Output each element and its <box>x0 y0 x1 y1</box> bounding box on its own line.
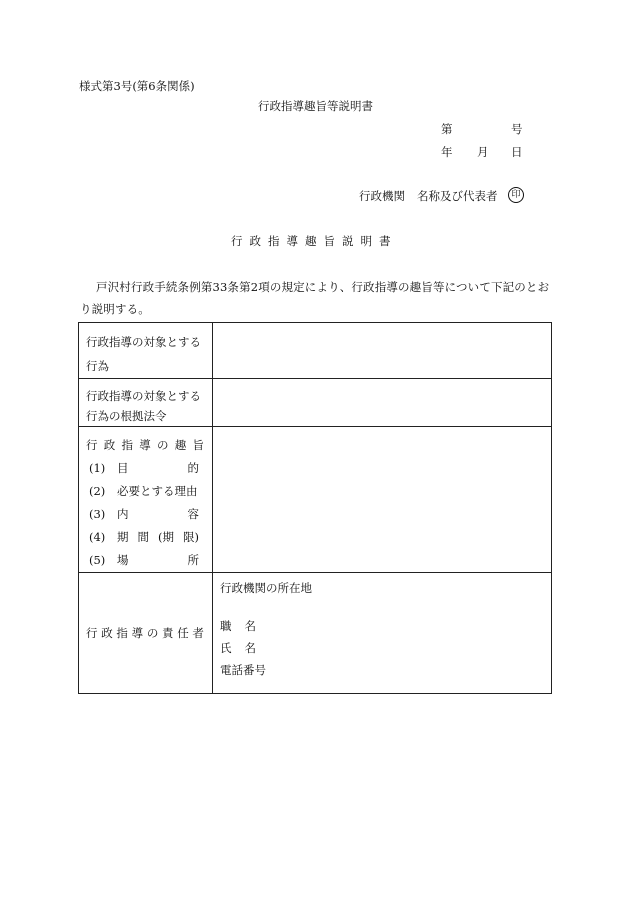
agency-location-label: 行政機関の所在地 <box>220 581 312 595</box>
responsible-label-char: 者 <box>192 626 204 640</box>
seal-mark: 印 <box>508 187 524 203</box>
purpose-item-char: 期 <box>117 530 129 544</box>
name-label-char: 名 <box>244 641 256 655</box>
responsible-label-char: 導 <box>131 626 144 640</box>
position-label-char: 名 <box>244 619 256 633</box>
body-paragraph: 戸沢村行政手続条例第33条第2項の規定により、行政指導の趣旨等について下記のとおり説明する。 <box>80 280 550 316</box>
name-label <box>220 637 256 659</box>
document-title: 行政指導趣旨説明書 <box>231 234 398 248</box>
purpose-item-text: 必要とする理由 <box>117 484 198 498</box>
responsible-label-char: 政 <box>101 626 113 640</box>
purpose-item-number: (2) <box>89 484 106 498</box>
purpose-item-number: (5) <box>89 553 106 567</box>
purpose-item-char: 間 <box>137 530 149 544</box>
issuer-name-label: 名称及び代表者 <box>417 189 498 203</box>
target-action-label: 行政指導の対象とする行為 <box>86 335 201 373</box>
purpose-heading-char: 趣 <box>174 438 187 452</box>
purpose-item <box>79 549 212 572</box>
doc-number-suffix: 号 <box>511 122 523 136</box>
purpose-heading-char: 導 <box>139 438 151 452</box>
purpose-item-char: 場 <box>117 553 129 567</box>
legal-basis-value-cell[interactable] <box>213 379 552 427</box>
purpose-item-number: (1) <box>89 461 106 475</box>
purpose-heading-char: 指 <box>121 438 133 452</box>
form-number-label: 様式第3号(第6条関係) <box>79 79 195 93</box>
legal-basis-label-line2: 行為の根拠法令 <box>86 409 167 423</box>
purpose-item <box>79 457 212 480</box>
date-day-label: 日 <box>511 145 523 159</box>
target-action-value-cell[interactable] <box>213 323 552 379</box>
explanation-table <box>78 322 552 694</box>
purpose-heading-char: 政 <box>103 438 116 452</box>
position-label <box>220 615 256 637</box>
purpose-heading-char: 行 <box>86 438 98 452</box>
name-label-char: 氏 <box>220 641 232 655</box>
table-row <box>79 573 552 694</box>
responsible-value-cell[interactable] <box>213 573 552 694</box>
issuer-label: 行政機関 <box>359 189 405 203</box>
purpose-item <box>79 526 212 549</box>
purpose-item-text <box>117 549 199 572</box>
purpose-item-char: (期 <box>158 530 174 544</box>
purpose-label-cell <box>79 427 213 573</box>
responsible-label-cell <box>79 573 213 694</box>
purpose-heading <box>86 433 204 457</box>
purpose-item-text <box>117 457 199 480</box>
purpose-heading-char: 旨 <box>192 438 204 452</box>
purpose-item-char: 所 <box>187 553 199 567</box>
date-year-label: 年 <box>441 145 453 159</box>
table-row <box>79 379 552 427</box>
purpose-heading-char: の <box>157 438 169 452</box>
responsible-label <box>79 625 211 641</box>
date-month-label: 月 <box>477 145 489 159</box>
responsible-label-char: 任 <box>177 626 189 640</box>
purpose-item-char: 限) <box>183 530 199 544</box>
responsible-label-char: 責 <box>162 626 174 640</box>
document-subtitle: 行政指導趣旨等説明書 <box>258 99 373 113</box>
table-row <box>79 323 552 379</box>
purpose-item <box>79 503 212 526</box>
target-action-label-cell <box>79 323 213 379</box>
purpose-item-char: 的 <box>187 461 199 475</box>
responsible-label-char: 行 <box>86 626 98 640</box>
purpose-item-char: 容 <box>187 507 199 521</box>
legal-basis-label-cell <box>79 379 213 427</box>
purpose-item-number: (4) <box>89 530 106 544</box>
purpose-item-text <box>117 503 199 526</box>
legal-basis-label-line1: 行政指導の対象とする <box>86 389 201 403</box>
purpose-item-char: 目 <box>117 461 129 475</box>
doc-number-prefix: 第 <box>441 122 453 136</box>
purpose-item-text <box>117 526 199 549</box>
purpose-item-char: 内 <box>117 507 129 521</box>
responsible-label-char: 指 <box>116 626 128 640</box>
phone-number-label: 電話番号 <box>220 663 266 677</box>
purpose-value-cell[interactable] <box>213 427 552 573</box>
responsible-label-char: の <box>146 626 159 640</box>
purpose-item <box>79 480 212 503</box>
position-label-char: 職 <box>220 619 232 633</box>
table-row <box>79 427 552 573</box>
purpose-item-list <box>79 457 212 572</box>
purpose-item-number: (3) <box>89 507 106 521</box>
